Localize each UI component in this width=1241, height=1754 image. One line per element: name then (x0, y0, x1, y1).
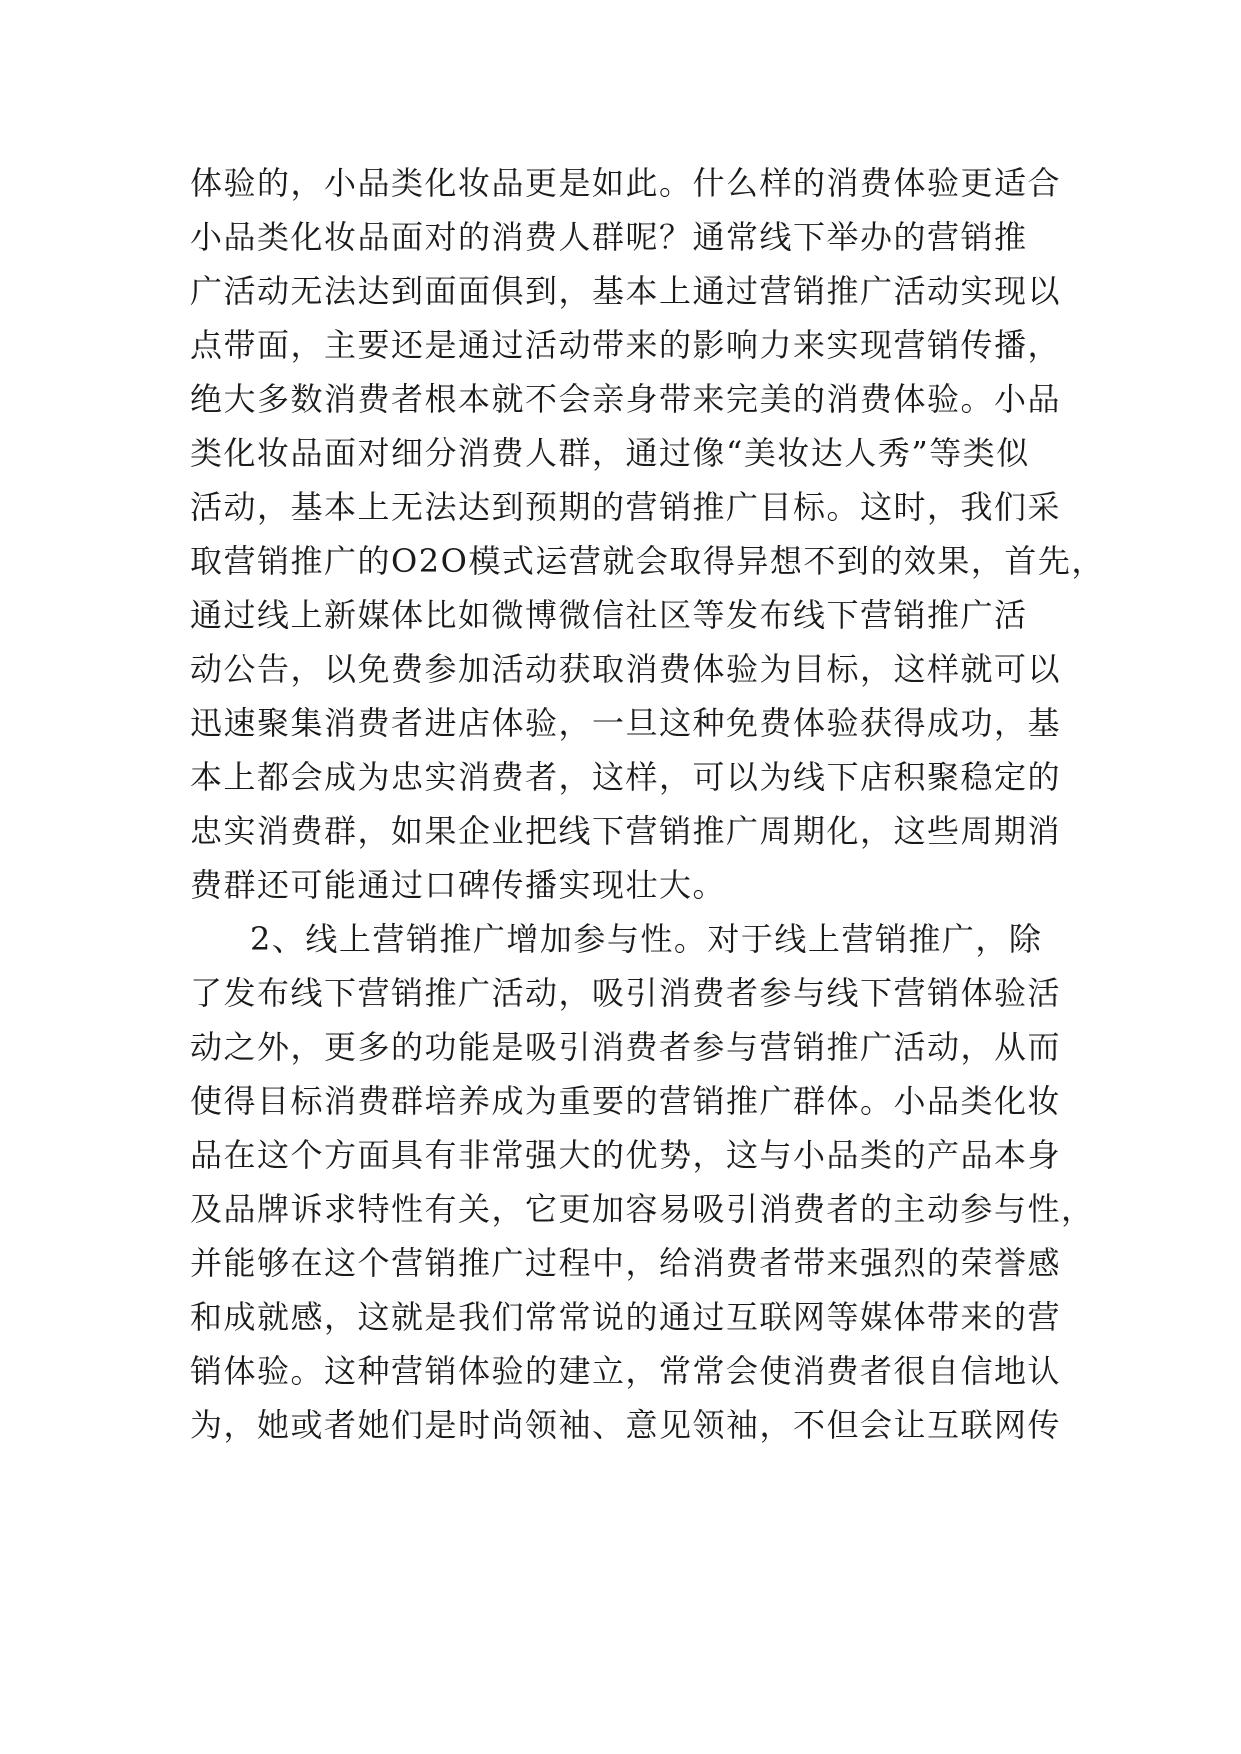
text-line: 动之外，更多的功能是吸引消费者参与营销推广活动，从而 (190, 1028, 1062, 1066)
text-line: 小品类化妆品面对的消费人群呢？通常线下举办的营销推 (190, 218, 1028, 256)
text-line: 和成就感，这就是我们常常说的通过互联网等媒体带来的营 (190, 1298, 1062, 1336)
text-line: 费群还可能通过口碑传播实现壮大。 (190, 866, 727, 904)
text-line: 忠实消费群，如果企业把线下营销推广周期化，这些周期消 (190, 812, 1062, 850)
text-line: 了发布线下营销推广活动，吸引消费者参与线下营销体验活 (190, 974, 1062, 1012)
paragraph-1 (190, 156, 1105, 912)
text-line: 销体验。这种营销体验的建立，常常会使消费者很自信地认 (190, 1352, 1062, 1390)
text-line: 为，她或者她们是时尚领袖、意见领袖，不但会让互联网传 (190, 1406, 1062, 1444)
text-line: 取营销推广的O2O模式运营就会取得异想不到的效果，首先， (190, 542, 1105, 580)
text-line: 广活动无法达到面面俱到，基本上通过营销推广活动实现以 (190, 272, 1062, 310)
text-line: 绝大多数消费者根本就不会亲身带来完美的消费体验。小品 (190, 380, 1062, 418)
text-line: 迅速聚集消费者进店体验，一旦这种免费体验获得成功，基 (190, 704, 1062, 742)
text-line: 本上都会成为忠实消费者，这样，可以为线下店积聚稳定的 (190, 758, 1062, 796)
text-line: 及品牌诉求特性有关，它更加容易吸引消费者的主动参与性， (190, 1190, 1095, 1228)
text-line-indented: 2、线上营销推广增加参与性。对于线上营销推广，除 (250, 920, 1043, 958)
text-line: 并能够在这个营销推广过程中，给消费者带来强烈的荣誉感 (190, 1244, 1062, 1282)
paragraph-2 (190, 912, 1095, 1452)
text-line: 类化妆品面对细分消费人群，通过像“美妆达人秀”等类似 (190, 434, 1030, 472)
text-line: 品在这个方面具有非常强大的优势，这与小品类的产品本身 (190, 1136, 1062, 1174)
text-line: 体验的，小品类化妆品更是如此。什么样的消费体验更适合 (190, 164, 1062, 202)
text-line: 动公告，以免费参加活动获取消费体验为目标，这样就可以 (190, 650, 1062, 688)
text-line: 点带面，主要还是通过活动带来的影响力来实现营销传播， (190, 326, 1062, 364)
text-line: 使得目标消费群培养成为重要的营销推广群体。小品类化妆 (190, 1082, 1062, 1120)
body-text (190, 156, 1105, 1452)
text-line: 通过线上新媒体比如微博微信社区等发布线下营销推广活 (190, 596, 1028, 634)
text-line: 活动，基本上无法达到预期的营销推广目标。这时，我们采 (190, 488, 1062, 526)
